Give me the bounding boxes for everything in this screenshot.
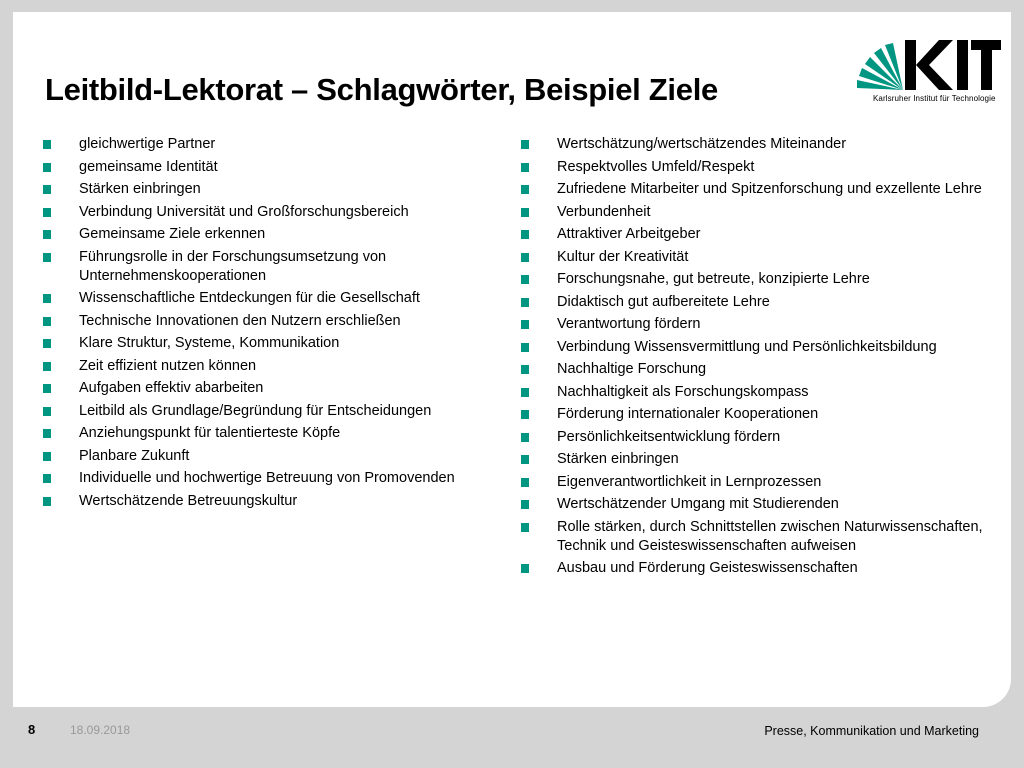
list-item-text: Nachhaltige Forschung [557,361,707,377]
list-item [43,180,493,199]
bullet-icon [521,298,529,307]
list-item-text: Leitbild als Grundlage/Begründung für Entscheidungen [79,402,432,419]
list-item-text: Wertschätzender Umgang mit Studierenden [557,496,839,512]
list-item-text: Führungsrolle in der Forschungsumsetzung von Unternehmenskooperationen [79,248,387,284]
list-item [43,135,493,154]
list-item-text: Verbindung Universität und Großforschungsbereich [79,203,409,220]
list-item [521,293,991,312]
bullet-icon [521,388,529,397]
list-item-text: Gemeinsame Ziele erkennen [79,226,266,242]
list-item-text: Aufgaben effektiv abarbeiten [79,380,264,396]
bullet-icon [521,500,529,509]
list-item [521,518,991,556]
bullet-icon [521,564,529,573]
bullet-icon [521,140,529,149]
list-item [521,225,991,244]
list-item [43,225,493,244]
list-item [521,473,991,492]
list-item [521,248,991,267]
list-item [43,248,493,286]
page-title: Leitbild-Lektorat – Schlagwörter, Beispiel Ziele [45,72,718,107]
footer-date: 18.09.2018 [70,723,131,737]
list-item-text: Wertschätzung/wertschätzendes Miteinander [557,136,847,152]
list-item-text: Rolle stärken, durch Schnittstellen zwischen Naturwissenschaften, Technik und Geisteswissenschaften aufweisen [557,518,983,554]
bullet-icon [521,455,529,464]
list-item [43,158,493,177]
list-item [43,289,493,308]
list-item [43,492,493,511]
kit-logo [853,32,1003,112]
bullet-icon [43,407,51,416]
bullet-icon [521,365,529,374]
bullet-icon [521,478,529,487]
list-item-text: Eigenverantwortlichkeit in Lernprozessen [557,473,822,490]
list-item-text: Kultur der Kreativität [557,248,689,265]
list-item [43,402,493,421]
list-item [43,424,493,443]
list-item [43,469,493,488]
list-item [521,450,991,469]
list-item-text: gemeinsame Identität [79,158,218,175]
bullet-icon [521,410,529,419]
bullet-icon [521,253,529,262]
list-item-text: Forschungsnahe, gut betreute, konzipierte Lehre [557,271,870,287]
list-item [521,135,991,154]
left-bullet-list [43,135,493,514]
bullet-icon [521,320,529,329]
bullet-icon [43,230,51,239]
bullet-icon [521,185,529,194]
slide [13,12,1011,707]
bullet-icon [43,253,51,262]
list-item [43,447,493,466]
bullet-icon [43,362,51,371]
list-item-text: Verbindung Wissensvermittlung und Persönlichkeitsbildung [557,338,937,355]
bullet-icon [43,185,51,194]
list-item [521,495,991,514]
list-item-text: Attraktiver Arbeitgeber [557,226,701,242]
list-item-text: Individuelle und hochwertige Betreuung von Promovenden [79,470,455,486]
list-item-text: Verantwortung fördern [557,316,701,332]
bullet-icon [43,429,51,438]
list-item [43,357,493,376]
list-item-text: Planbare Zukunft [79,447,190,464]
list-item [43,312,493,331]
list-item [521,338,991,357]
list-item-text: Stärken einbringen [557,451,679,467]
bullet-icon [43,208,51,217]
list-item [521,180,991,199]
list-item-text: Technische Innovationen den Nutzern erschließen [79,312,401,329]
list-item-text: Stärken einbringen [79,181,201,197]
bullet-icon [43,140,51,149]
list-item-text: gleichwertige Partner [79,136,216,152]
list-item [521,428,991,447]
list-item [521,270,991,289]
kit-logo-icon [853,32,1003,94]
list-item [43,203,493,222]
bullet-icon [43,452,51,461]
bullet-icon [521,343,529,352]
bullet-icon [521,275,529,284]
list-item [521,158,991,177]
bullet-icon [43,497,51,506]
bullet-icon [43,294,51,303]
bullet-icon [43,339,51,348]
list-item-text: Förderung internationaler Kooperationen [557,406,819,422]
bullet-icon [43,163,51,172]
list-item-text: Zufriedene Mitarbeiter und Spitzenforschung und exzellente Lehre [557,181,982,197]
list-item-text: Wissenschaftliche Entdeckungen für die Gesellschaft [79,290,420,306]
list-item [521,383,991,402]
list-item-text: Anziehungspunkt für talentierteste Köpfe [79,425,341,441]
list-item-text: Wertschätzende Betreuungskultur [79,492,298,509]
list-item-text: Verbundenheit [557,203,651,220]
list-item [43,379,493,398]
list-item-text: Respektvolles Umfeld/Respekt [557,158,755,175]
list-item-text: Nachhaltigkeit als Forschungskompass [557,383,809,400]
bullet-icon [43,384,51,393]
bullet-icon [521,230,529,239]
list-item [521,559,991,578]
list-item-text: Persönlichkeitsentwicklung fördern [557,428,781,445]
list-item-text: Zeit effizient nutzen können [79,357,257,374]
bullet-icon [521,523,529,532]
list-item [521,405,991,424]
logo-subtitle: Karlsruher Institut für Technologie [873,94,996,103]
footer-department: Presse, Kommunikation und Marketing [764,724,979,738]
list-item [521,360,991,379]
list-item [521,203,991,222]
page-number: 8 [28,722,36,737]
bullet-icon [521,433,529,442]
list-item-text: Ausbau und Förderung Geisteswissenschaften [557,560,858,576]
list-item [521,315,991,334]
list-item-text: Didaktisch gut aufbereitete Lehre [557,293,770,310]
list-item [43,334,493,353]
bullet-icon [43,474,51,483]
bullet-icon [521,208,529,217]
bullet-icon [43,317,51,326]
right-bullet-list [521,135,991,582]
bullet-icon [521,163,529,172]
list-item-text: Klare Struktur, Systeme, Kommunikation [79,335,340,351]
